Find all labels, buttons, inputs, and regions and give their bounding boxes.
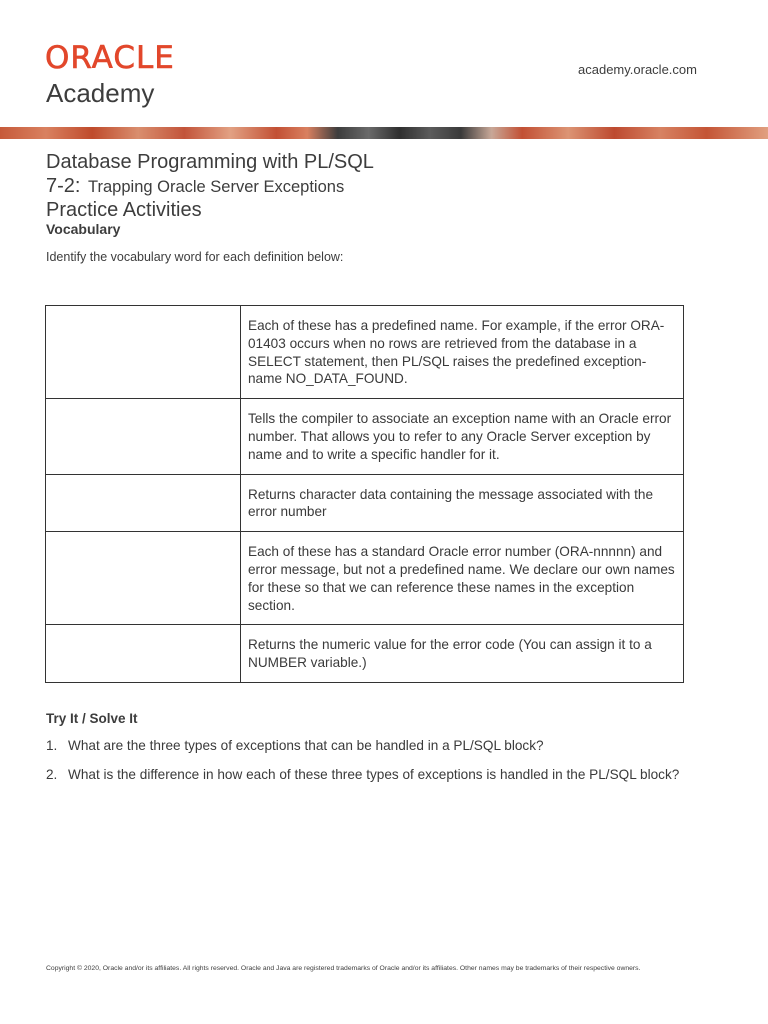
question-text: What is the difference in how each of these three types of exceptions is handled in the PL/SQL block?	[68, 766, 680, 782]
definition-cell: Returns the numeric value for the error code (You can assign it to a NUMBER variable.)	[241, 625, 684, 683]
lesson-number: 7-2:	[46, 175, 81, 197]
decorative-banner	[0, 127, 768, 139]
oracle-logo: ORACLE	[45, 40, 175, 76]
table-row	[46, 532, 684, 625]
table-row	[46, 399, 684, 474]
course-title: Database Programming with PL/SQL	[46, 151, 374, 173]
table-row	[46, 625, 684, 683]
try-it-heading: Try It / Solve It	[46, 711, 138, 726]
list-item	[46, 766, 716, 785]
vocabulary-word-cell[interactable]	[46, 474, 241, 532]
vocabulary-heading: Vocabulary	[46, 221, 121, 237]
vocabulary-instructions: Identify the vocabulary word for each definition below:	[46, 250, 344, 264]
vocabulary-word-cell[interactable]	[46, 532, 241, 625]
definition-cell: Tells the compiler to associate an exception name with an Oracle error number. That allows you to refer to any Oracle Server exception by name and to write a specific handler for it.	[241, 399, 684, 474]
activity-title: Practice Activities	[46, 199, 202, 221]
table-row	[46, 474, 684, 532]
vocabulary-word-cell[interactable]	[46, 625, 241, 683]
question-list	[46, 737, 716, 794]
question-number: 1.	[46, 738, 58, 753]
question-text: What are the three types of exceptions that can be handled in a PL/SQL block?	[68, 738, 544, 753]
copyright-notice: Copyright © 2020, Oracle and/or its affiliates. All rights reserved. Oracle and Java are registered trademarks of Oracle and/or its affiliates. Other names may be trademarks of their respective owners.	[46, 965, 641, 972]
vocabulary-word-cell[interactable]	[46, 306, 241, 399]
site-url: academy.oracle.com	[578, 62, 697, 77]
question-number: 2.	[46, 766, 58, 782]
table-row	[46, 306, 684, 399]
list-item	[46, 737, 716, 756]
vocabulary-word-cell[interactable]	[46, 399, 241, 474]
definition-cell: Each of these has a predefined name. For example, if the error ORA-01403 occurs when no rows are retrieved from the database in a SELECT statement, then PL/SQL raises the predefined exception-name NO_DATA_FOUND.	[241, 306, 684, 399]
academy-logo-text: Academy	[46, 78, 155, 108]
lesson-name: Trapping Oracle Server Exceptions	[88, 178, 345, 196]
definition-cell: Each of these has a standard Oracle error number (ORA-nnnnn) and error message, but not a predefined name. We declare our own names for these so that we can reference these names in the exception section.	[241, 532, 684, 625]
lesson-title	[46, 174, 344, 198]
vocabulary-table	[45, 305, 684, 683]
definition-cell: Returns character data containing the message associated with the error number	[241, 474, 684, 532]
